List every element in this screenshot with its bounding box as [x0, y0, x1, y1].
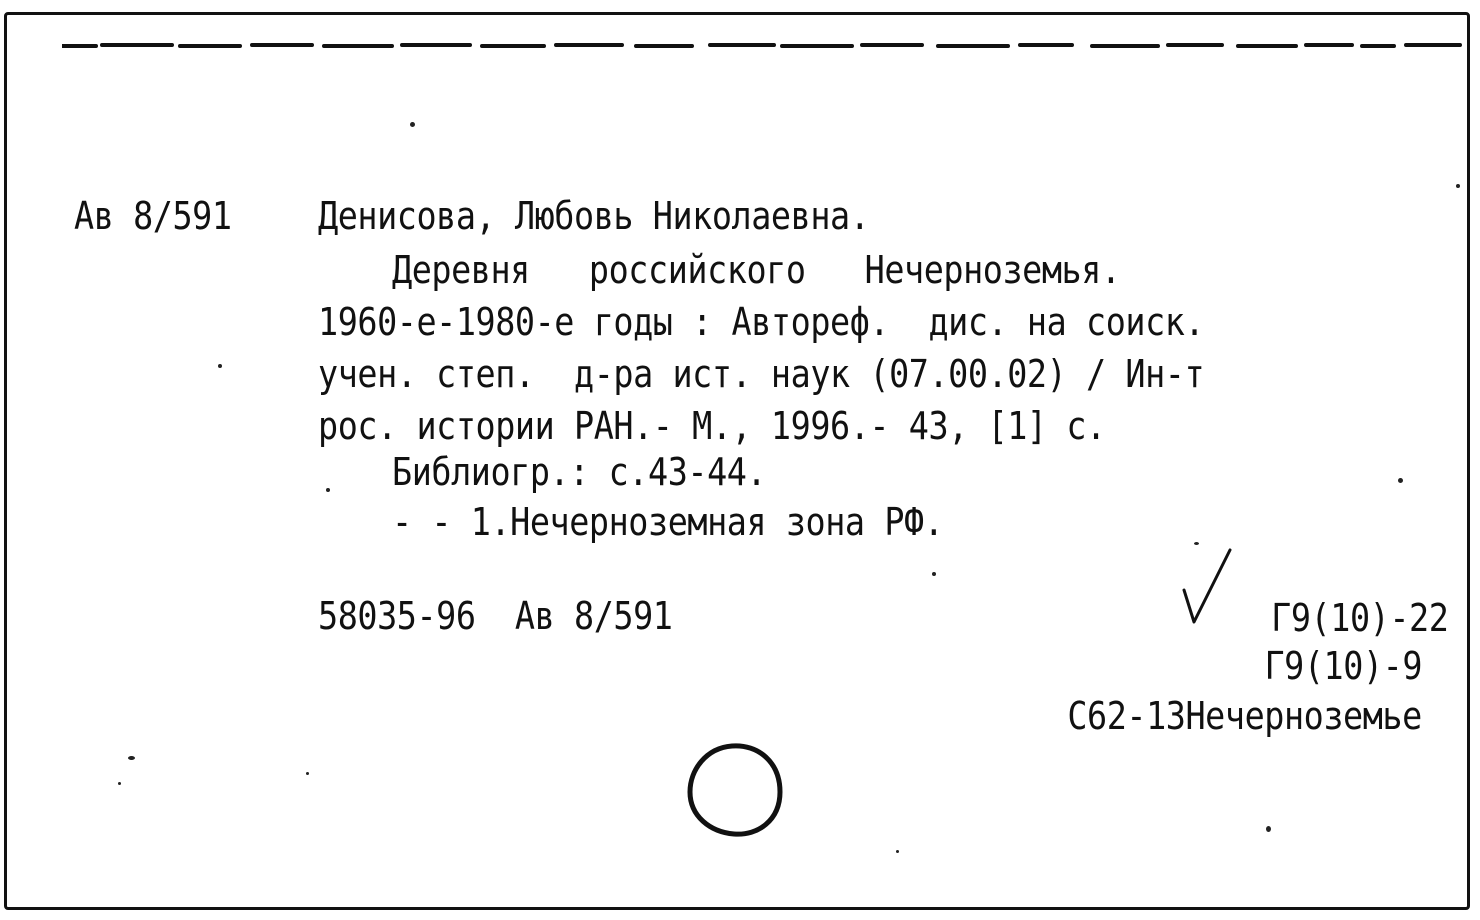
- scan-speck: [410, 122, 415, 127]
- class-code-3: С62-13Нечерноземье: [1067, 694, 1422, 738]
- title-line-1: Деревня российского Нечерноземья.: [392, 248, 1121, 292]
- title-line-3: учен. степ. д-ра ист. наук (07.00.02) / Ин-т: [318, 352, 1205, 396]
- class-code-1: Г9(10)-22: [1270, 596, 1448, 640]
- author-heading: Денисова, Любовь Николаевна.: [318, 194, 870, 238]
- scan-speck: [1194, 542, 1199, 545]
- scan-speck: [128, 756, 135, 760]
- scan-speck: [118, 782, 121, 785]
- shelf-mark: Ав 8/591: [74, 194, 232, 238]
- title-line-2: 1960-е-1980-е годы : Автореф. дис. на соиск.: [318, 300, 1205, 344]
- scan-speck: [218, 364, 222, 368]
- bibliography-note: Библиогр.: с.43-44.: [392, 450, 767, 494]
- scan-speck: [932, 572, 936, 576]
- scan-speck: [896, 850, 899, 853]
- class-code-2: Г9(10)-9: [1264, 644, 1422, 688]
- scan-speck: [1398, 478, 1403, 483]
- check-mark-icon: [1180, 548, 1240, 626]
- perforated-top-rule: [62, 40, 1462, 50]
- accession-number: 58035-96 Ав 8/591: [318, 594, 673, 638]
- subject-heading: - - 1.Нечерноземная зона РФ.: [392, 500, 944, 544]
- scan-speck: [1266, 826, 1271, 832]
- scan-speck: [1456, 184, 1460, 188]
- scan-speck: [326, 488, 330, 492]
- scan-speck: [306, 772, 309, 775]
- punch-hole-circle: [680, 740, 790, 840]
- title-line-4: рос. истории РАН.- М., 1996.- 43, [1] с.: [318, 404, 1106, 448]
